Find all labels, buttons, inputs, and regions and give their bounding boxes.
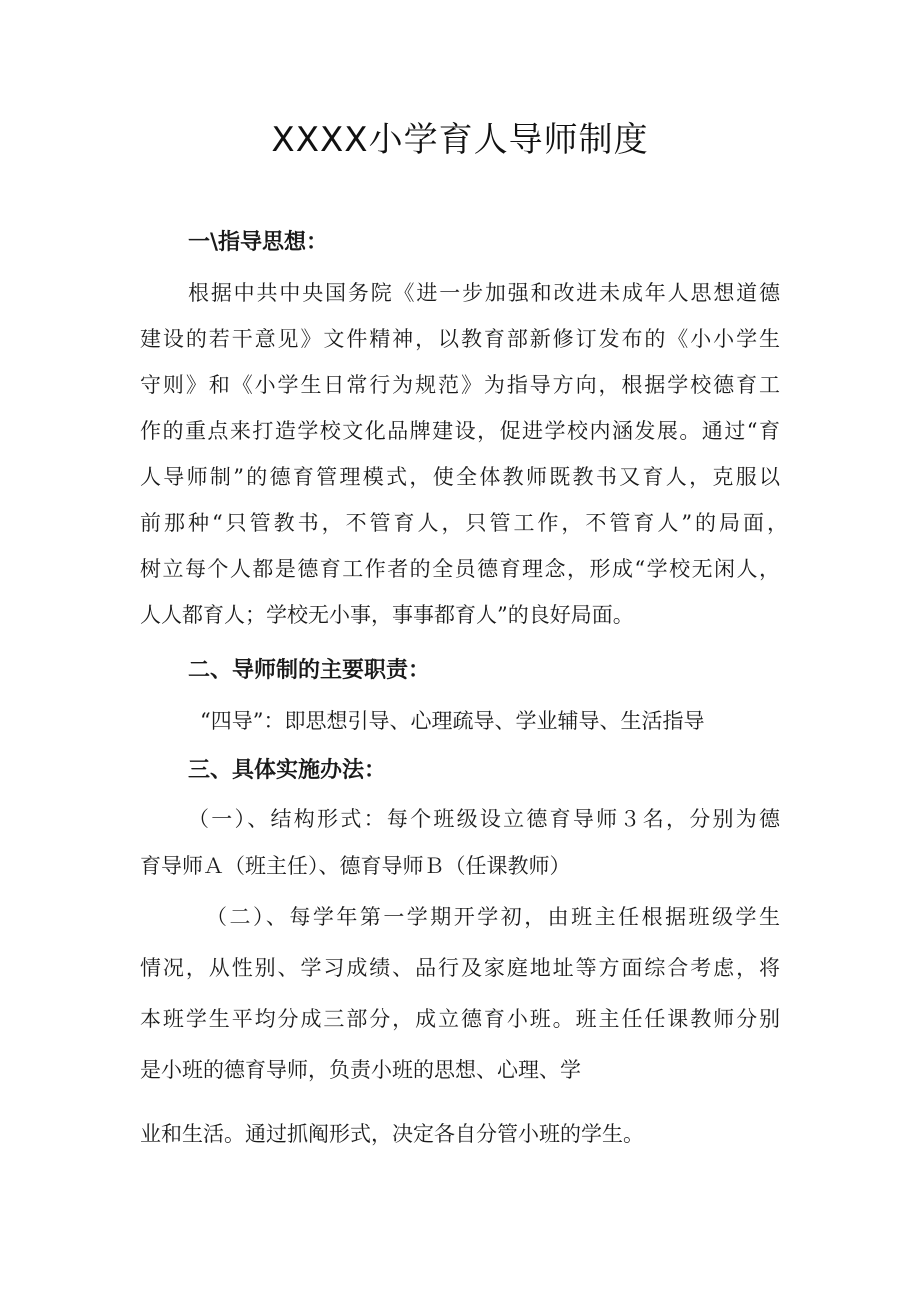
item-line: 情况，从性别、学习成绩、品行及家庭地址等方面综合考虑，将 (140, 956, 780, 980)
item-line: 育导师Ａ（班主任）、德育导师Ｂ（任课教师） (140, 854, 571, 878)
paragraph-line: 建设的若干意见》文件精神，以教育部新修订发布的《小小学生 (140, 327, 780, 351)
section-heading-implementation: 三、具体实施办法： (188, 758, 387, 783)
paragraph-line: 根据中共中央国务院《进一步加强和改进未成年人思想道德 (188, 281, 780, 305)
item-line: （一）、结构形式：每个班级设立德育导师３名，分别为德 (188, 807, 780, 831)
paragraph-line: 前那种“只管教书，不管育人，只管工作，不管育人”的局面， (140, 511, 788, 535)
document-title: XXXX小学育人导师制度 (271, 120, 649, 160)
paragraph-line: 人导师制”的德育管理模式，使全体教师既教书又育人，克服以 (140, 465, 780, 489)
section-heading-guiding-thought: 一\指导思想： (188, 230, 329, 255)
paragraph-line: 人人都育人；学校无小事，事事都育人”的良好局面。 (140, 603, 634, 627)
paragraph-line: 作的重点来打造学校文化品牌建设，促进学校内涵发展。通过“育 (140, 419, 780, 443)
item-line: 业和生活。通过抓阄形式，决定各自分管小班的学生。 (140, 1122, 644, 1146)
item-line: 是小班的德育导师，负责小班的思想、心理、学 (140, 1058, 581, 1082)
item-line: （二）、每学年第一学期开学初，由班主任根据班级学生 (206, 905, 780, 929)
duties-line: “四导”：即思想引导、心理疏导、学业辅导、生活指导 (200, 709, 705, 733)
item-line: 本班学生平均分成三部分，成立德育小班。班主任任课教师分别 (140, 1007, 780, 1031)
paragraph-line: 树立每个人都是德育工作者的全员德育理念，形成“学校无闲人， (140, 557, 780, 581)
section-heading-duties: 二、导师制的主要职责： (188, 658, 431, 683)
paragraph-line: 守则》和《小学生日常行为规范》为指导方向，根据学校德育工 (140, 373, 780, 397)
